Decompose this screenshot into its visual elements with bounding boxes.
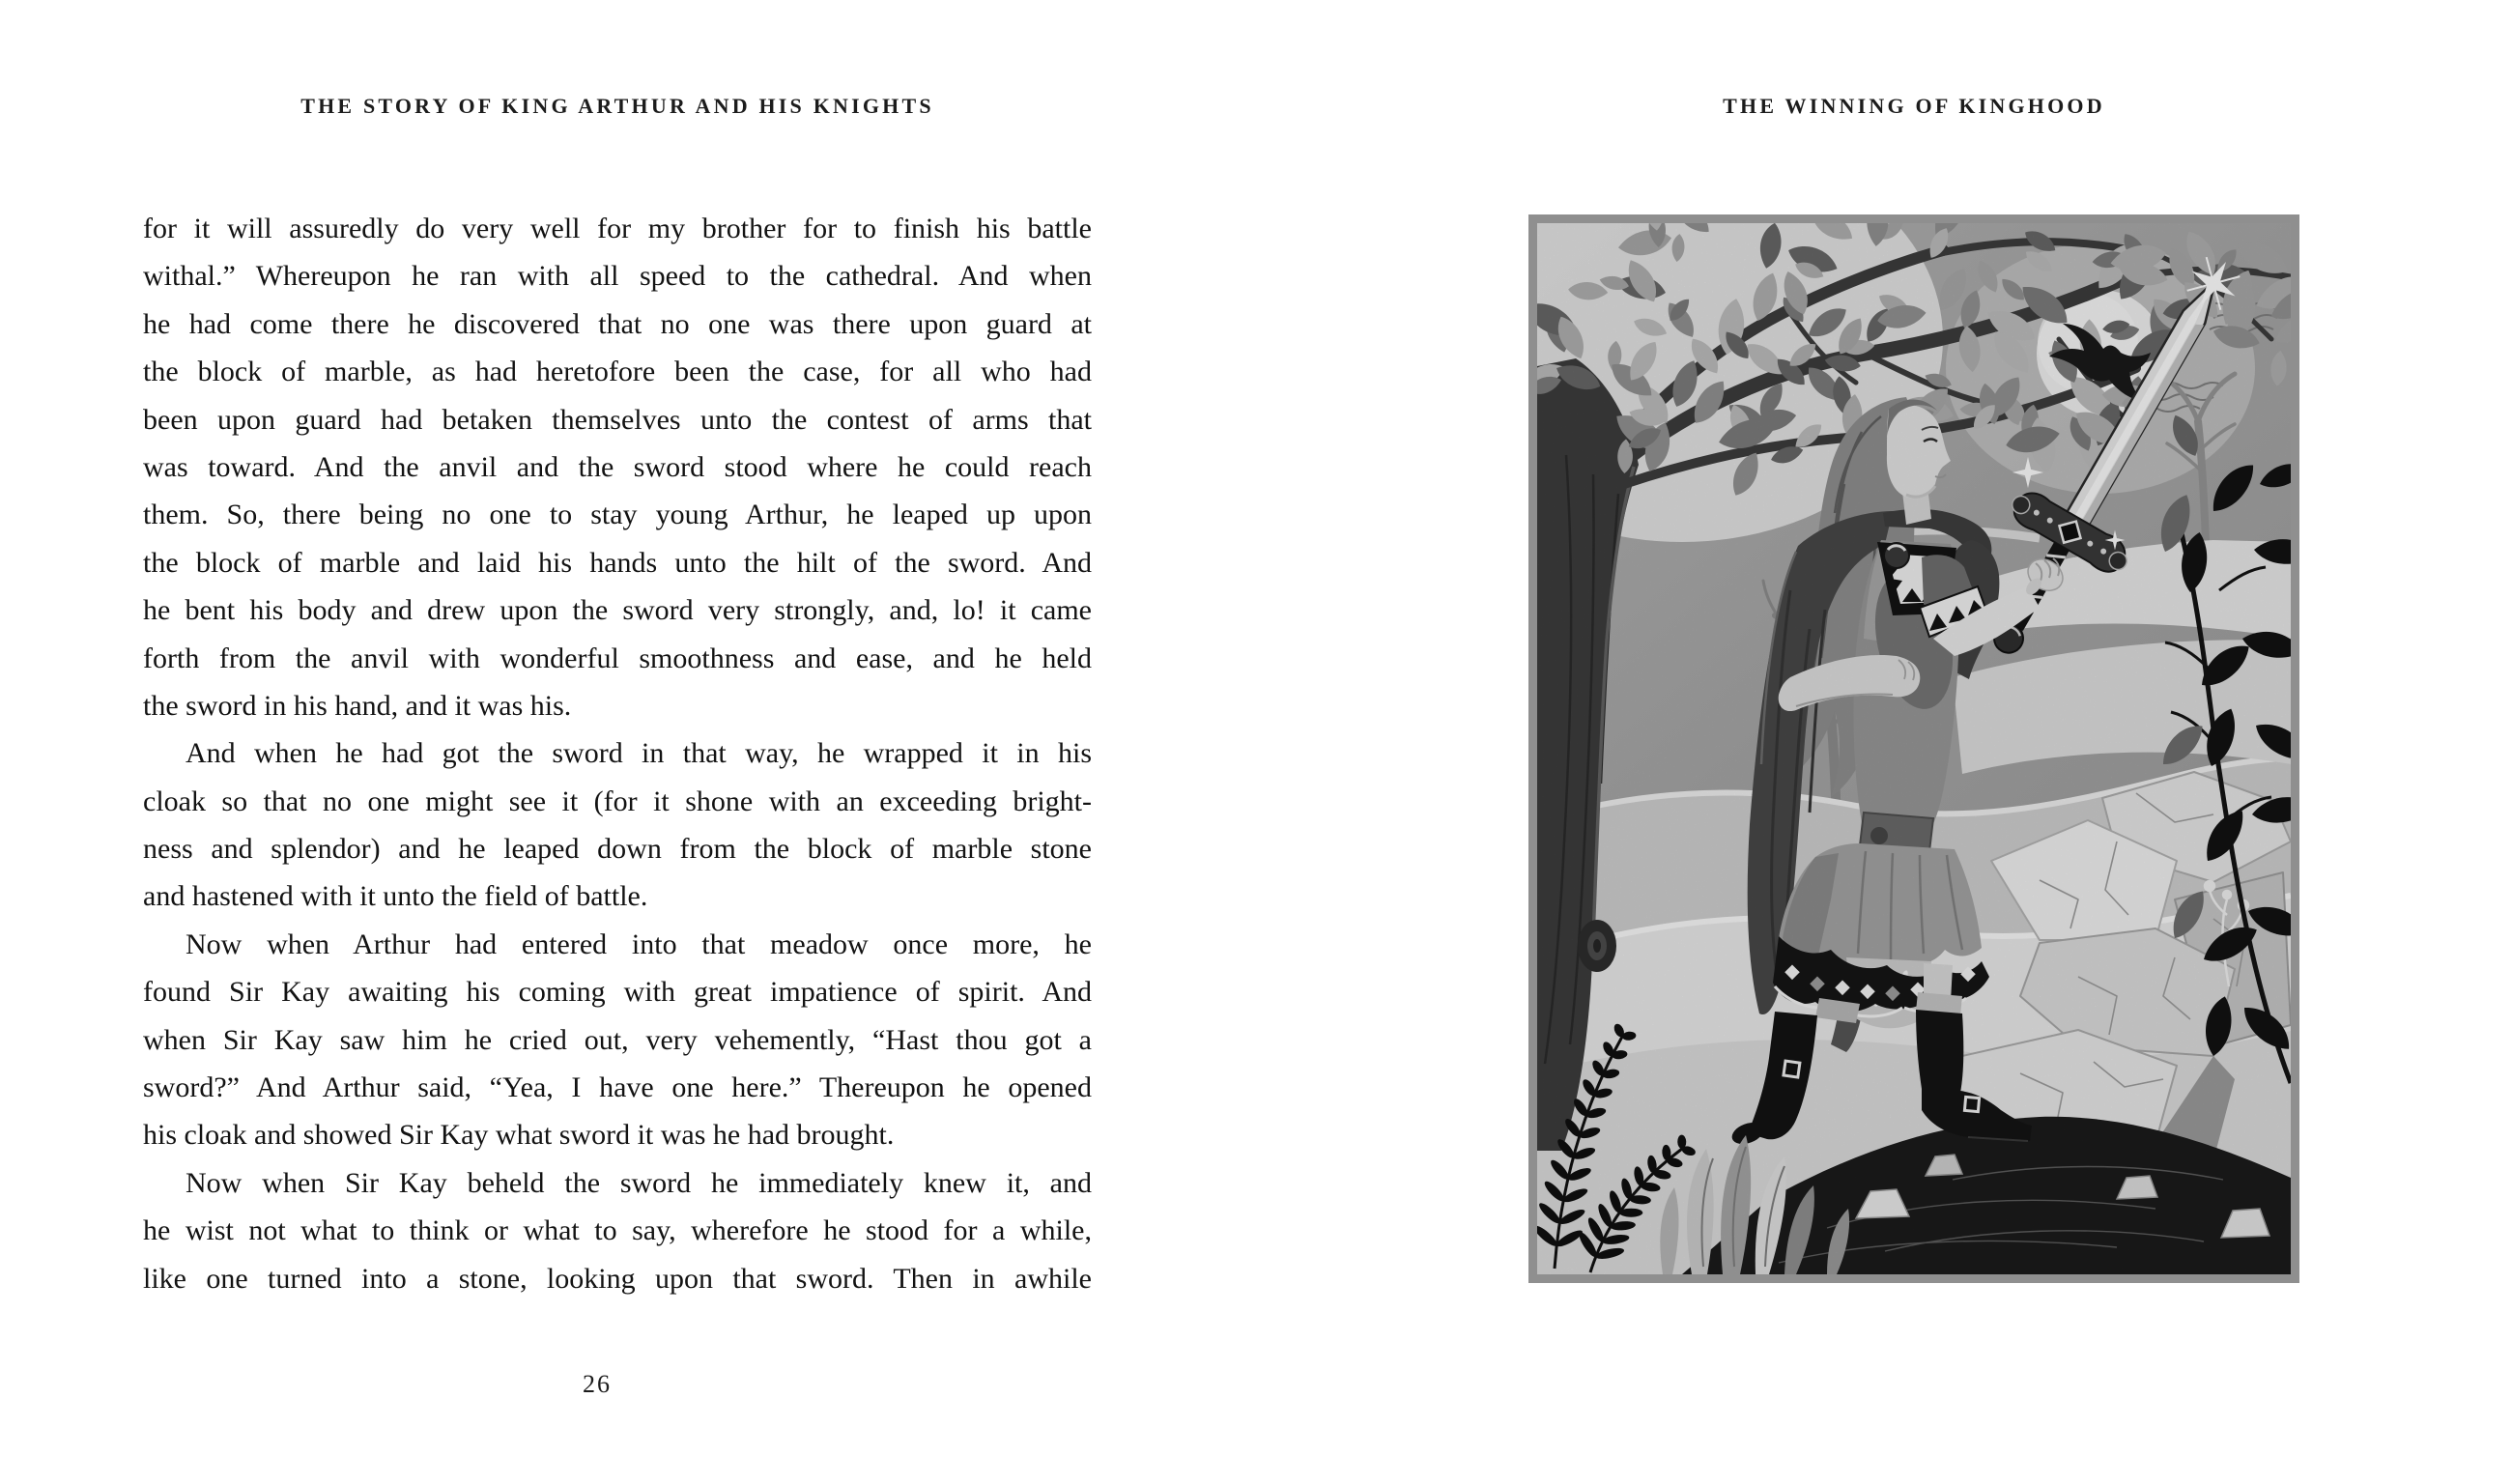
body-line: found Sir Kay awaiting his coming with great impatience of spirit. And [143,976,1092,1009]
body-line: Now when Arthur had entered into that meadow once more, he [186,928,1092,960]
body-line: Now when Sir Kay beheld the sword he immediately knew it, and [186,1166,1092,1199]
body-line: forth from the anvil with wonderful smoothness and ease, and he held [143,642,1092,674]
body-line: cloak so that no one might see it (for it shone with an exceeding bright- [143,785,1092,817]
right-running-header: THE WINNING OF KINGHOOD [1723,94,2105,118]
body-line: ness and splendor) and he leaped down from the block of marble stone [143,833,1092,866]
body-line: for it will assuredly do very well for my brother for to finish his battle [143,213,1092,244]
grain-texture [1537,223,2291,1274]
body-line: sword?” And Arthur said, “Yea, I have one here.” Thereupon he opened [143,1071,1092,1104]
body-line: he wist not what to think or what to say, wherefore he stood for a while, [143,1214,1092,1247]
body-line: was toward. And the anvil and the sword stood where he could reach [143,450,1092,483]
body-line: and hastened with it unto the field of battle. [143,880,648,913]
left-running-header: THE STORY OF KING ARTHUR AND HIS KNIGHTS [300,94,934,118]
body-line: he bent his body and drew upon the sword very strongly, and, lo! it came [143,594,1092,627]
body-line: the block of marble and laid his hands unto the hilt of the sword. And [143,546,1092,579]
body-line: And when he had got the sword in that way, he wrapped it in his [186,737,1092,770]
body-line: when Sir Kay saw him he cried out, very vehemently, “Hast thou got a [143,1023,1092,1056]
body-line: the block of marble, as had heretofore been the case, for all who had [143,356,1092,388]
page-number: 26 [583,1370,612,1398]
body-text-column [143,205,1092,1302]
body-line: withal.” Whereupon he ran with all speed to the cathedral. And when [143,260,1092,293]
body-line: them. So, there being no one to stay young Arthur, he leaped up upon [143,499,1092,531]
illustration-frame [1528,214,2299,1283]
body-line: like one turned into a stone, looking upon that sword. Then in awhile [143,1262,1092,1295]
body-line: his cloak and showed Sir Kay what sword it was he had brought. [143,1119,895,1152]
sword-in-stone-illustration [1537,223,2291,1274]
body-line: been upon guard had betaken themselves unto the contest of arms that [143,403,1092,436]
body-line: the sword in his hand, and it was his. [143,689,572,722]
body-line: he had come there he discovered that no one was there upon guard at [143,307,1092,340]
